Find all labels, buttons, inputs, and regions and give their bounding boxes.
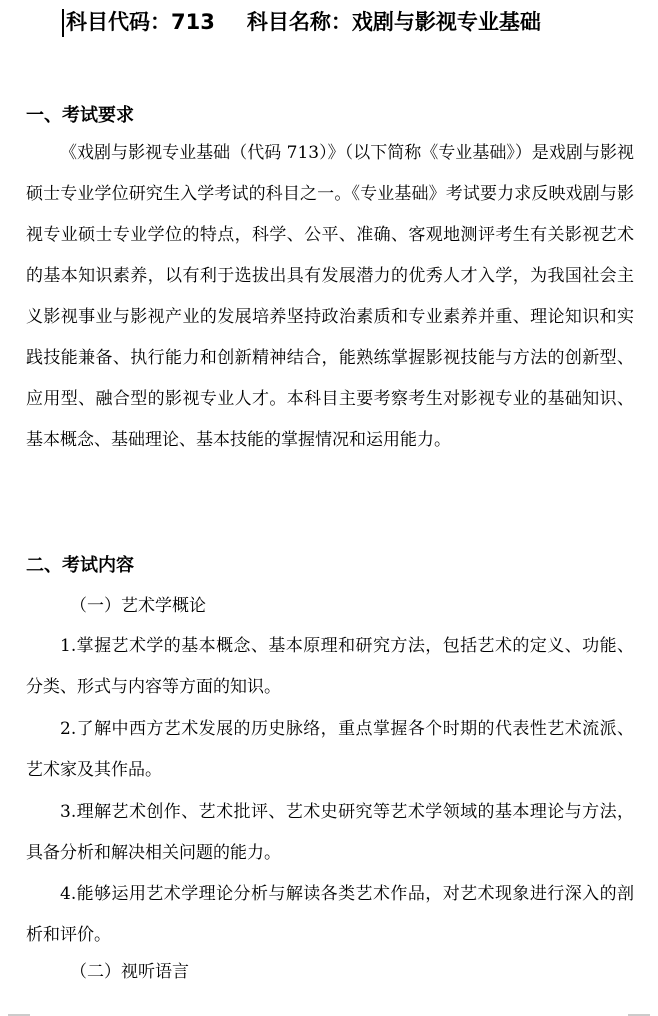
document-title bbox=[62, 6, 622, 38]
section-heading-requirements: 一、考试要求 bbox=[26, 105, 134, 126]
section-heading-content: 二、考试内容 bbox=[26, 555, 134, 576]
text-cursor bbox=[62, 9, 64, 37]
list-item: 2.了解中西方艺术发展的历史脉络，重点掌握各个时期的代表性艺术流派、艺术家及其作品。 bbox=[26, 719, 634, 780]
list-item: 3.理解艺术创作、艺术批评、艺术史研究等艺术学领域的基本理论与方法，具备分析和解决相关问题的能力。 bbox=[26, 802, 634, 863]
subject-name: 科目名称：戏剧与影视专业基础 bbox=[246, 10, 541, 34]
subsection-title-audiovisual: （二）视听语言 bbox=[70, 962, 189, 982]
subject-code: 科目代码：713 bbox=[66, 10, 215, 34]
page-edge-marks bbox=[0, 1012, 658, 1016]
subsection-title-art-theory: （一）艺术学概论 bbox=[70, 596, 206, 616]
requirements-paragraph: 《戏剧与影视专业基础（代码 713）》（以下简称《专业基础》）是戏剧与影视硕士专业学位研究生入学考试的科目之一。《专业基础》考试要力求反映戏剧与影视专业硕士专业学位的特点，科学、公平、准确、客观地测评考生有关影视艺术的基本知识素养，以有利于选拔出具有发展潜力的优秀人才入学，为我国社会主义影视事业与影视产业的发展培养坚持政治素质和专业素养并重、理论知识和实践技能兼备、执行能力和创新精神结合，能熟练掌握影视技能与方法的创新型、应用型、融合型的影视专业人才。本科目主要考察考生对影视专业的基础知识、基本概念、基础理论、基本技能的掌握情况和运用能力。 bbox=[26, 143, 634, 450]
list-item: 4.能够运用艺术学理论分析与解读各类艺术作品，对艺术现象进行深入的剖析和评价。 bbox=[26, 884, 634, 945]
list-item: 1.掌握艺术学的基本概念、基本原理和研究方法，包括艺术的定义、功能、分类、形式与内容等方面的知识。 bbox=[26, 636, 634, 697]
